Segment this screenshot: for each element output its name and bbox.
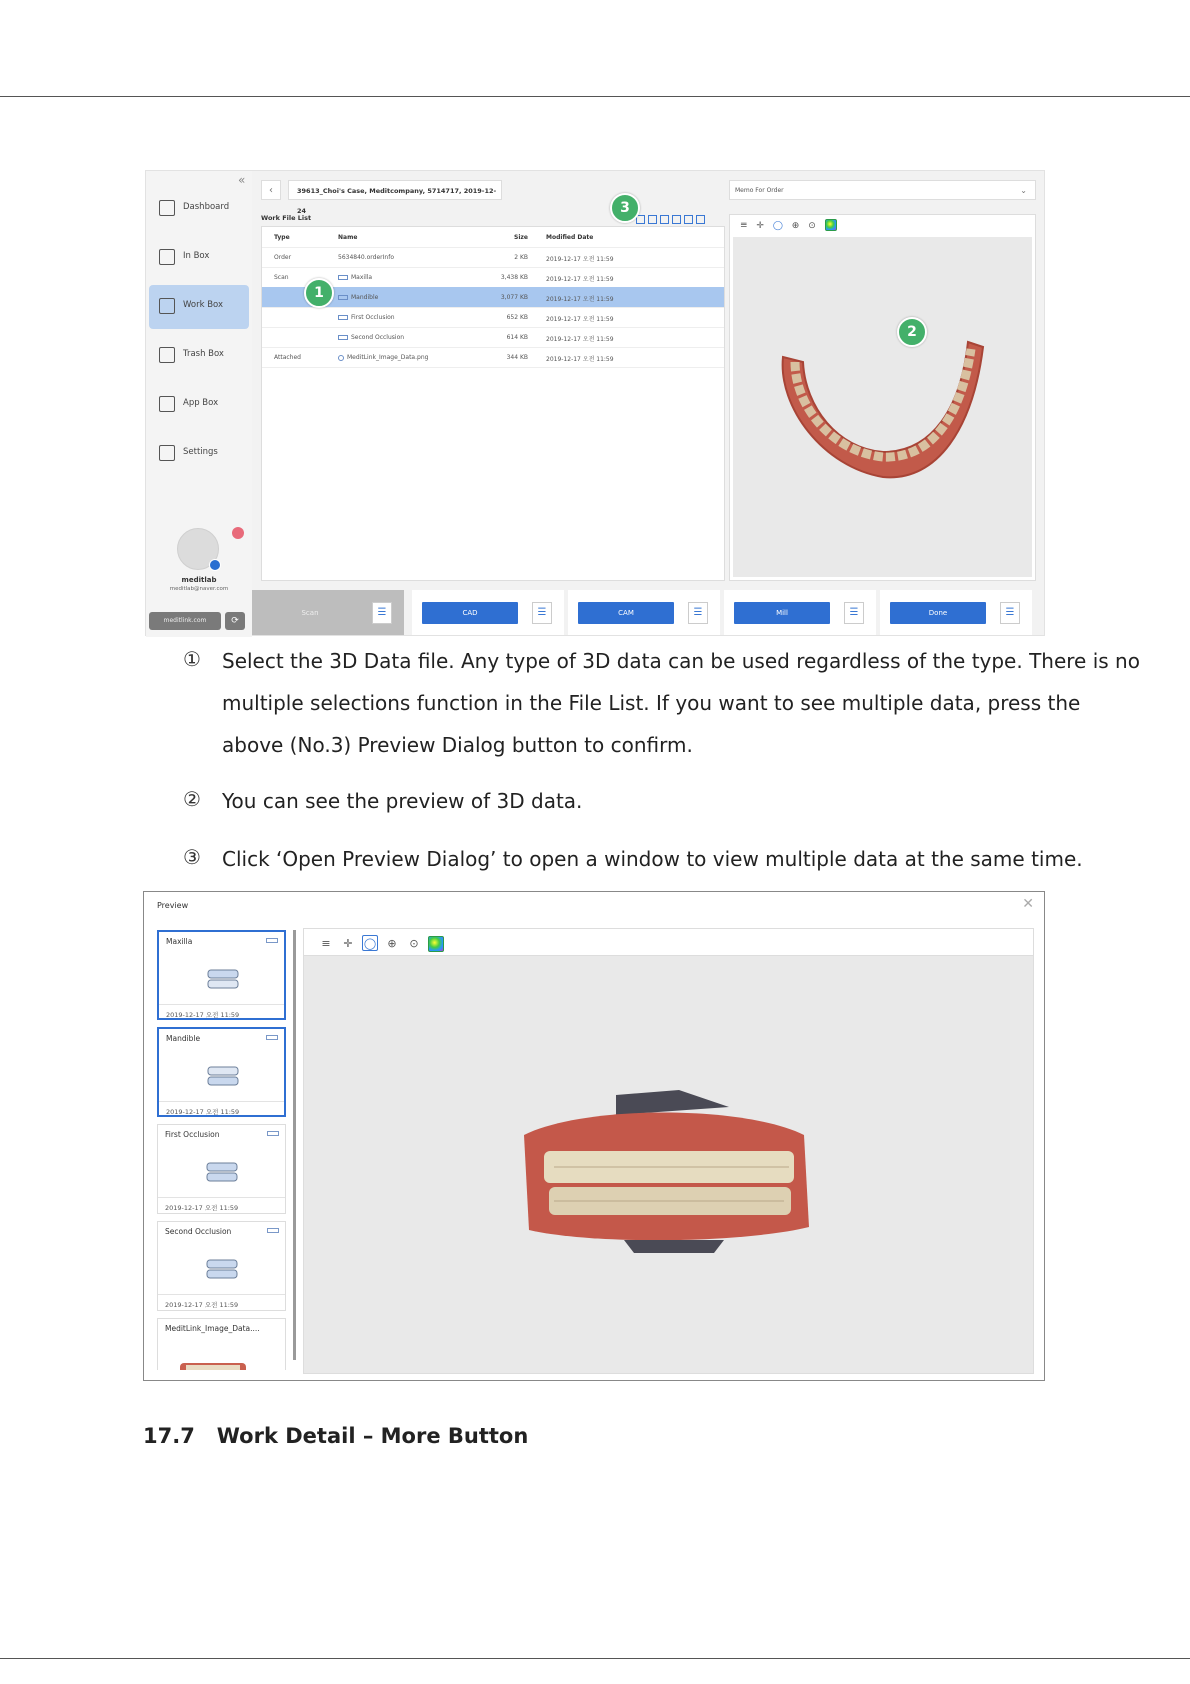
thumbnail-first-occlusion[interactable] (157, 1124, 286, 1214)
pan-icon[interactable]: ✛ (343, 937, 353, 950)
cad-button[interactable]: CAD (422, 602, 518, 624)
scan-file-icon (266, 1035, 278, 1040)
row-date: 2019-12-17 오전 11:59 (546, 316, 614, 323)
thumbnail-name: Mandible (166, 1034, 201, 1043)
step-cad (412, 590, 564, 635)
row-size: 344 KB (506, 354, 528, 361)
row-name: Second Occlusion (351, 334, 405, 341)
sidebar-item-label: Work Box (183, 300, 224, 310)
instruction-1-number: ① (183, 647, 201, 671)
row-name-cell (338, 274, 372, 281)
viewer-toolbar (304, 929, 1033, 956)
memo-for-order-dropdown[interactable] (729, 180, 1036, 200)
teeth-model-icon (206, 962, 240, 996)
attach-icon[interactable] (660, 215, 669, 224)
preview-viewer (303, 928, 1034, 1374)
scan-file-icon (338, 295, 348, 300)
list-icon[interactable]: ☰ (1000, 602, 1020, 624)
table-row[interactable] (262, 347, 724, 368)
thumbnail-name: Maxilla (166, 937, 193, 946)
row-size: 3,077 KB (500, 294, 528, 301)
dialog-title: Preview (157, 901, 189, 910)
row-date: 2019-12-17 오전 11:59 (546, 356, 614, 363)
zoom-fit-icon[interactable]: ⊙ (409, 937, 419, 950)
work-file-list-title: Work File List (261, 214, 312, 222)
help-icon[interactable]: ⟳ (225, 612, 245, 630)
instruction-1 (222, 640, 1140, 766)
scan-file-icon (338, 335, 348, 340)
thumbnail-maxilla[interactable] (157, 930, 286, 1020)
sidebar-item-label: In Box (183, 251, 210, 261)
list-icon[interactable]: ☰ (844, 602, 864, 624)
sidebar-item-in-box[interactable] (149, 236, 249, 280)
3d-viewport[interactable] (733, 237, 1032, 577)
column-date[interactable]: Modified Date (546, 234, 594, 241)
row-name: First Occlusion (351, 314, 395, 321)
table-row[interactable] (262, 327, 724, 348)
row-type: Order (274, 254, 292, 261)
inbox-icon (159, 249, 175, 265)
step-scan (252, 590, 404, 635)
column-type[interactable]: Type (274, 234, 290, 241)
rotate-icon[interactable]: ◯ (772, 220, 783, 231)
zoom-in-icon[interactable]: ⊕ (791, 220, 800, 231)
memo-label: Memo For Order (735, 187, 784, 194)
sidebar-item-label: Dashboard (183, 202, 230, 212)
sidebar-item-label: App Box (183, 398, 219, 408)
thumbnail-name: MeditLink_Image_Data.... (165, 1324, 260, 1333)
work-file-list (261, 226, 725, 581)
mail-icon[interactable] (696, 215, 705, 224)
user-email: meditlab@naver.com (169, 586, 229, 592)
thumbnail-name: Second Occlusion (165, 1227, 232, 1236)
back-button[interactable]: ‹ (261, 180, 281, 200)
workflow-step-bar (252, 590, 1046, 637)
close-icon[interactable]: ✕ (1022, 896, 1034, 912)
row-type: Scan (274, 274, 289, 281)
sidebar-item-trash-box[interactable] (149, 334, 249, 378)
layers-icon[interactable]: ≡ (321, 937, 331, 950)
row-name: MeditLink_Image_Data.png (347, 354, 429, 361)
row-name-cell (338, 354, 428, 361)
image-file-icon (338, 355, 344, 361)
done-button[interactable]: Done (890, 602, 986, 624)
scan-file-icon (267, 1131, 279, 1136)
thumbnail-mandible[interactable] (157, 1027, 286, 1117)
scan-file-icon (338, 275, 348, 280)
instruction-3 (222, 838, 1083, 880)
thumbnail-second-occlusion[interactable] (157, 1221, 286, 1311)
instruction-2 (222, 780, 582, 822)
work-box-icon (159, 298, 175, 314)
list-icon[interactable]: ☰ (688, 602, 708, 624)
scan-file-icon (266, 938, 278, 943)
settings-icon (159, 445, 175, 461)
meditlink-site-button[interactable]: meditlink.com (149, 612, 221, 630)
sidebar-item-label: Settings (183, 447, 218, 457)
cam-button[interactable]: CAM (578, 602, 674, 624)
instruction-3-line: Click ‘Open Preview Dialog’ to open a window to view multiple data at the same time. (222, 847, 1083, 871)
section-heading (143, 1424, 528, 1448)
row-date: 2019-12-17 오전 11:59 (546, 256, 614, 263)
scan-file-icon (267, 1228, 279, 1233)
thumbnail-image-data[interactable] (157, 1318, 286, 1370)
instruction-2-number: ② (183, 787, 201, 811)
trash-icon (159, 347, 175, 363)
row-name-cell (338, 314, 395, 321)
sidebar-item-work-box[interactable] (149, 285, 249, 329)
row-size: 2 KB (514, 254, 528, 261)
viewer-toolbar (740, 219, 837, 231)
sidebar-item-label: Trash Box (183, 349, 224, 359)
teeth-model-icon (205, 1252, 239, 1286)
pan-icon[interactable]: ✛ (756, 220, 764, 231)
instruction-1-line: above (No.3) Preview Dialog button to confirm. (222, 733, 693, 757)
collapse-sidebar-icon[interactable]: « (238, 173, 246, 187)
notification-icon[interactable] (232, 527, 244, 539)
dashboard-icon (159, 200, 175, 216)
teeth-photo-icon (178, 1349, 248, 1370)
layers-icon[interactable]: ≡ (740, 220, 748, 231)
case-title-tab[interactable]: 39613_Choi's Case, Meditcompany, 5714717, 2019-12-24 (288, 180, 502, 200)
scan-button[interactable]: Scan (301, 609, 319, 617)
sidebar-item-settings[interactable] (149, 432, 249, 476)
color-map-icon[interactable] (428, 936, 444, 952)
table-header (262, 227, 724, 248)
teeth-model-icon (205, 1155, 239, 1189)
sidebar (146, 171, 252, 637)
row-name-cell (338, 334, 404, 341)
row-date: 2019-12-17 오전 11:59 (546, 336, 614, 343)
row-name: Maxilla (351, 274, 373, 281)
step-mill (724, 590, 876, 635)
scan-file-icon (338, 315, 348, 320)
mill-button[interactable]: Mill (734, 602, 830, 624)
link-icon[interactable] (672, 215, 681, 224)
zoom-in-icon[interactable]: ⊕ (387, 937, 397, 950)
mandible-scan-image (733, 237, 1032, 577)
row-size: 3,438 KB (500, 274, 528, 281)
work-detail-screenshot (145, 170, 1045, 636)
instruction-1-line: multiple selections function in the File List. If you want to see multiple data, press the (222, 691, 1081, 715)
section-title-text: Work Detail – More Button (216, 1424, 529, 1448)
row-date: 2019-12-17 오전 11:59 (546, 276, 614, 283)
list-icon[interactable]: ☰ (532, 602, 552, 624)
file-list-toolbar (636, 209, 708, 221)
zoom-fit-icon[interactable]: ⊙ (808, 220, 816, 231)
row-name-cell (338, 294, 378, 301)
section-number: 17.7 (143, 1424, 195, 1448)
thumbnail-date: 2019-12-17 오전 11:59 (158, 1294, 285, 1309)
row-name: Mandible (351, 294, 379, 301)
chevron-down-icon: ⌄ (1020, 186, 1027, 195)
callout-2: 2 (897, 317, 927, 347)
column-name[interactable]: Name (338, 234, 358, 241)
copy-icon[interactable] (648, 215, 657, 224)
thumbnail-scrollbar[interactable] (293, 930, 296, 1360)
instruction-3-number: ③ (183, 845, 201, 869)
occlusion-scan-image[interactable] (304, 955, 1033, 1373)
list-icon[interactable]: ☰ (372, 602, 392, 624)
row-date: 2019-12-17 오전 11:59 (546, 296, 614, 303)
instruction-2-line: You can see the preview of 3D data. (222, 789, 583, 813)
sidebar-item-app-box[interactable] (149, 383, 249, 427)
step-done (880, 590, 1032, 635)
sidebar-item-dashboard[interactable] (149, 187, 249, 231)
rotate-icon[interactable]: ◯ (363, 937, 377, 950)
step-cam (568, 590, 720, 635)
thumbnail-date: 2019-12-17 오전 11:59 (158, 1197, 285, 1212)
row-name: 5634840.orderInfo (338, 254, 394, 261)
thumbnail-date: 2019-12-17 오전 11:59 (159, 1101, 284, 1116)
row-size: 614 KB (506, 334, 528, 341)
color-map-icon[interactable] (825, 219, 837, 231)
callout-3: 3 (610, 193, 640, 223)
row-size: 652 KB (506, 314, 528, 321)
table-row[interactable] (262, 307, 724, 328)
app-box-icon (159, 396, 175, 412)
3d-preview-panel (729, 214, 1036, 581)
settings-badge-icon (209, 559, 221, 571)
thumbnail-date: 2019-12-17 오전 11:59 (159, 1004, 284, 1019)
preview-dialog-screenshot (143, 891, 1045, 1381)
instruction-1-line: Select the 3D Data file. Any type of 3D data can be used regardless of the type. There is no (222, 649, 1140, 673)
top-rule (0, 96, 1190, 97)
user-name: meditlab (181, 576, 217, 584)
thumbnail-name: First Occlusion (165, 1130, 220, 1139)
bottom-rule (0, 1658, 1190, 1659)
callout-1: 1 (304, 278, 334, 308)
row-type: Attached (274, 354, 301, 361)
column-size[interactable]: Size (514, 234, 528, 241)
thumbnail-list (157, 930, 291, 1370)
table-row[interactable] (262, 247, 724, 268)
export-icon[interactable] (684, 215, 693, 224)
teeth-model-icon (206, 1059, 240, 1093)
